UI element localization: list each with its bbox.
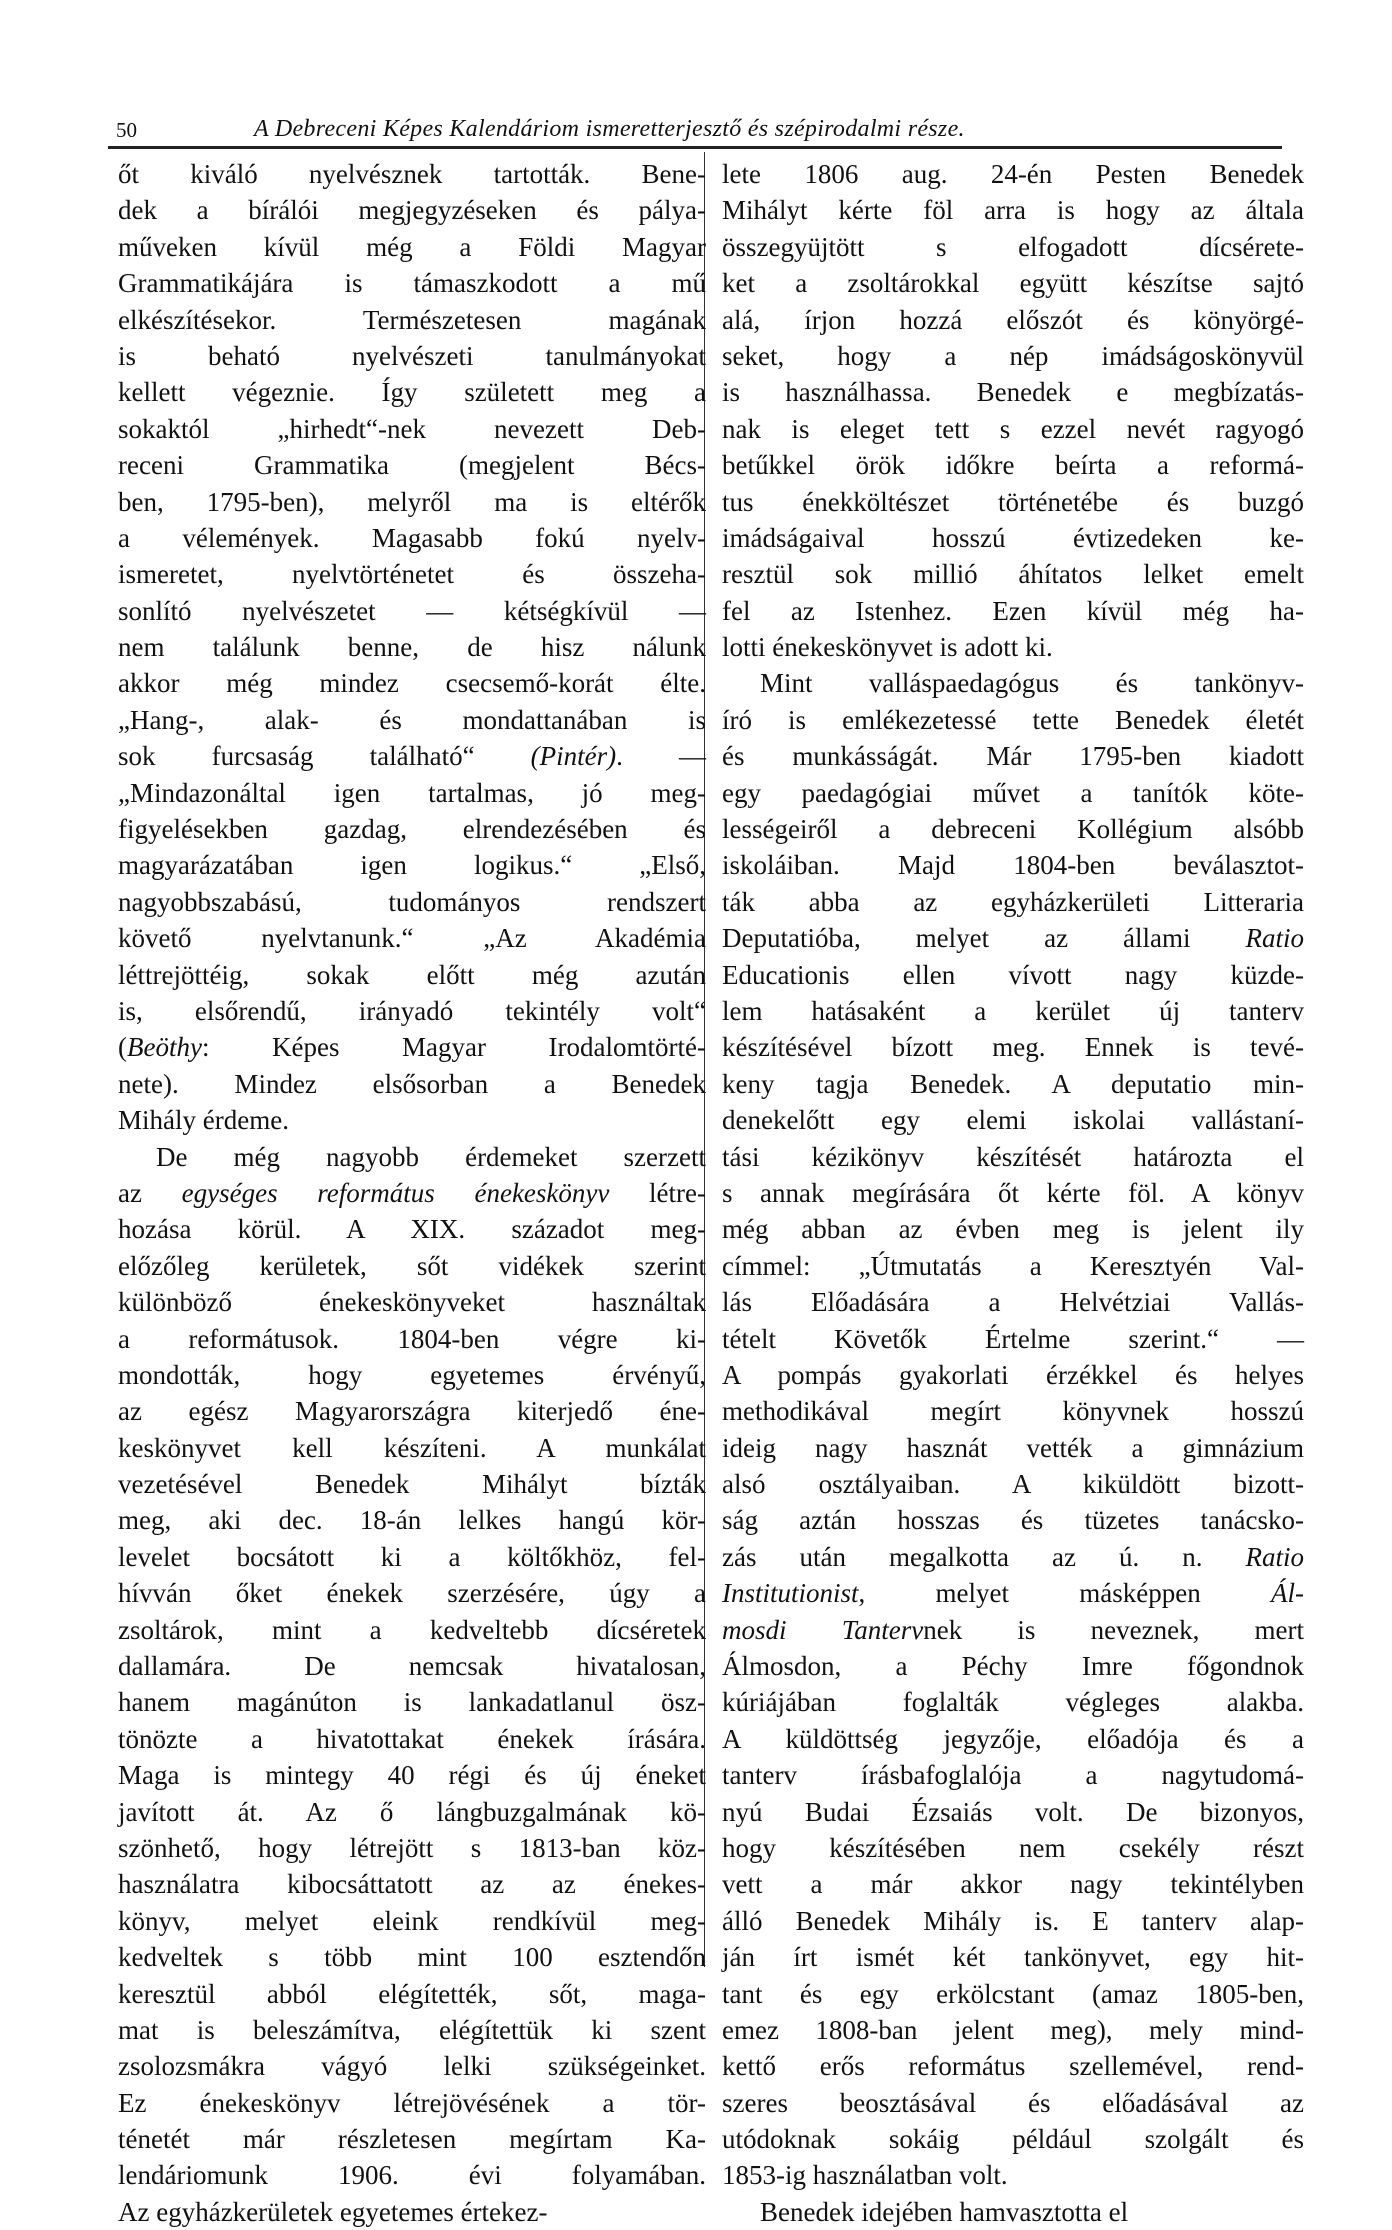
text-line: tanterv írásbafoglalója a nagytudomá-	[722, 1760, 1304, 1791]
text-line: ket a zsoltárokkal együtt készítse sajtó	[722, 268, 1304, 299]
text-line: nyú Budai Ézsaiás volt. De bizonyos,	[722, 1796, 1304, 1827]
text-line: hozása körül. A XIX. századot meg-	[118, 1214, 706, 1245]
text-line: hívván őket énekek szerzésére, úgy a	[118, 1578, 706, 1609]
text-line: lem hatásaként a kerület új tanterv	[722, 995, 1304, 1026]
text-line: is használhassa. Benedek e megbízatás-	[722, 377, 1304, 408]
text-line: előzőleg kerületek, sőt vidékek szerint	[118, 1250, 706, 1281]
text-line: kedveltek s több mint 100 esztendőn	[118, 1942, 706, 1973]
text-line: ideig nagy hasznát vették a gimnázium	[722, 1432, 1304, 1463]
text-line: nagyobbszabású, tudományos rendszert	[118, 886, 706, 917]
text-line: az egységes református énekeskönyv létre-	[118, 1177, 707, 1208]
text-line: elkészítésekor. Természetesen magának	[118, 304, 706, 335]
text-line: alá, írjon hozzá előszót és könyörgé-	[722, 304, 1304, 335]
text-line: Mihályt kérte föl arra is hogy az általa	[722, 195, 1304, 226]
text-line: még abban az évben meg is jelent ily	[722, 1214, 1304, 1245]
text-line: Mint valláspaedagógus és tankönyv-	[760, 668, 1304, 699]
text-line: tási kézikönyv készítését határozta el	[722, 1141, 1304, 1172]
text-line: lás Előadására a Helvétziai Vallás-	[722, 1287, 1304, 1318]
text-line: is beható nyelvészeti tanulmányokat	[118, 340, 706, 371]
text-line: emez 1808-ban jelent meg), mely mind-	[722, 2014, 1304, 2045]
text-line: tételt Követők Értelme szerint.“ —	[722, 1323, 1304, 1354]
text-line: javított át. Az ő lángbuzgalmának kö-	[118, 1796, 706, 1827]
text-line: nem találunk benne, de hisz nálunk	[118, 632, 706, 663]
text-line: Deputatióba, melyet az állami Ratio	[722, 923, 1304, 954]
text-line: ták abba az egyházkerületi Litteraria	[722, 886, 1304, 917]
text-line: keresztül abból elégítették, sőt, maga-	[118, 1978, 706, 2009]
text-line: Maga is mintegy 40 régi és új éneket	[118, 1760, 706, 1791]
text-line: lességeiről a debreceni Kollégium alsóbb	[722, 814, 1304, 845]
text-line: fel az Istenhez. Ezen kívül még ha-	[722, 595, 1304, 626]
text-line: könyv, melyet eleink rendkívül meg-	[118, 1905, 706, 1936]
text-line: lendáriomunk 1906. évi folyamában.	[118, 2160, 706, 2191]
text-line: a vélemények. Magasabb fokú nyelv-	[118, 522, 706, 553]
text-line: s annak megírására őt kérte föl. A könyv	[722, 1177, 1304, 1208]
text-line: sok furcsaság található“ (Pintér). —	[118, 741, 706, 772]
text-line: kettő erős református szellemével, rend-	[722, 2051, 1304, 2082]
text-line: szeres beosztásával és előadásával az	[722, 2087, 1304, 2118]
left-column	[118, 156, 706, 2230]
text-line: hanem magánúton is lankadatlanul ösz-	[118, 1687, 706, 1718]
text-line: összegyüjtött s elfogadott dícsérete-	[722, 231, 1304, 262]
text-line: Benedek idejében hamvasztotta el	[760, 2196, 1129, 2227]
text-line: vezetésével Benedek Mihályt bízták	[118, 1469, 706, 1500]
text-line: tant és egy erkölcstant (amaz 1805-ben,	[722, 1978, 1304, 2009]
text-line: egy paedagógiai művet a tanítók köte-	[722, 777, 1304, 808]
text-line: sonlító nyelvészetet — kétségkívül —	[118, 595, 706, 626]
text-line: különböző énekeskönyveket használtak	[118, 1287, 706, 1318]
text-line: dek a bírálói megjegyzéseken és pálya-	[118, 195, 706, 226]
text-line: nak is eleget tett s ezzel nevét ragyogó	[722, 413, 1304, 444]
text-line: magyarázatában igen logikus.“ „Első,	[118, 850, 706, 881]
text-line: Ez énekeskönyv létrejövésének a tör-	[118, 2087, 706, 2118]
text-line: A küldöttség jegyzője, előadója és a	[722, 1723, 1304, 1754]
text-line: író is emlékezetessé tette Benedek életét	[722, 704, 1304, 735]
text-line: és munkásságát. Már 1795-ben kiadott	[722, 741, 1304, 772]
text-line: resztül sok millió áhítatos lelket emelt	[722, 559, 1304, 590]
text-line: ismeretet, nyelvtörténetet és összeha-	[118, 559, 706, 590]
text-line: De még nagyobb érdemeket szerzett	[156, 1141, 706, 1172]
page-number: 50	[116, 118, 137, 142]
text-line: szönhető, hogy létrejött s 1813-ban köz-	[118, 1832, 706, 1863]
text-line: akkor még mindez csecsemő-korát élte.	[118, 668, 706, 699]
text-line: ján írt ismét két tankönyvet, egy hit-	[722, 1942, 1304, 1973]
text-line: követő nyelvtanunk.“ „Az Akadémia	[118, 923, 706, 954]
text-line: hogy készítésében nem csekély részt	[722, 1832, 1304, 1863]
text-line: sokaktól „hirhedt“-nek nevezett Deb-	[118, 413, 706, 444]
text-line: lete 1806 aug. 24-én Pesten Benedek	[722, 159, 1304, 189]
text-line: receni Grammatika (megjelent Bécs-	[118, 450, 706, 481]
text-line: Educationis ellen vívott nagy küzde-	[722, 959, 1304, 990]
text-line: levelet bocsátott ki a költőkhöz, fel-	[118, 1541, 706, 1572]
text-line: 1853-ig használatban volt.	[722, 2160, 1008, 2191]
text-line: zás után megalkotta az ú. n. Ratio	[722, 1541, 1304, 1572]
text-line: is, elsőrendű, irányadó tekintély volt“	[118, 995, 706, 1026]
text-line: denekelőtt egy elemi iskolai vallástaní-	[722, 1105, 1304, 1136]
text-line: keny tagja Benedek. A deputatio min-	[722, 1068, 1304, 1099]
text-line: alsó osztályaiban. A kiküldött bizott-	[722, 1469, 1304, 1500]
text-line: dallamára. De nemcsak hivatalosan,	[118, 1651, 706, 1682]
text-line: álló Benedek Mihály is. E tanterv alap-	[722, 1905, 1304, 1936]
text-line: tönözte a hivatottakat énekek írására.	[118, 1723, 706, 1754]
text-line: a reformátusok. 1804-ben végre ki-	[118, 1323, 706, 1354]
text-line: mondották, hogy egyetemes érvényű,	[118, 1359, 706, 1390]
text-line: Álmosdon, a Péchy Imre főgondnok	[722, 1651, 1304, 1682]
text-line: (Beöthy: Képes Magyar Irodalomtörté-	[118, 1032, 706, 1063]
text-line: methodikával megírt könyvnek hosszú	[722, 1396, 1304, 1427]
text-line: iskoláiban. Majd 1804-ben beválasztot-	[722, 850, 1304, 881]
text-line: Grammatikájára is támaszkodott a mű	[118, 268, 706, 299]
text-line: Mihály érdeme.	[118, 1105, 289, 1136]
text-line: zsoltárok, mint a kedveltebb dícséretek	[118, 1614, 706, 1645]
running-title: A Debreceni Képes Kalendáriom ismeretterjesztő és szépirodalmi része.	[254, 116, 965, 142]
text-line: zsolozsmákra vágyó lelki szükségeinket.	[118, 2051, 706, 2082]
text-line: címmel: „Útmutatás a Keresztyén Val-	[722, 1250, 1304, 1281]
text-line: imádságaival hosszú évtizedeken ke-	[722, 522, 1304, 553]
text-line: kellett végeznie. Így született meg a	[118, 377, 706, 408]
text-line: „Hang-, alak- és mondattanában is	[118, 704, 706, 735]
text-line: A pompás gyakorlati érzékkel és helyes	[722, 1359, 1304, 1390]
text-line: Az egyházkerületek egyetemes értekez-	[118, 2196, 548, 2227]
page-header	[108, 112, 1282, 149]
text-line: műveken kívül még a Földi Magyar	[118, 231, 706, 262]
text-line: lotti énekeskönyvet is adott ki.	[722, 632, 1053, 663]
text-line: „Mindazonáltal igen tartalmas, jó meg-	[118, 777, 706, 808]
text-line: keskönyvet kell készíteni. A munkálat	[118, 1432, 706, 1463]
text-line: tus énekköltészet történetébe és buzgó	[722, 486, 1304, 517]
text-line: az egész Magyarországra kiterjedő éne-	[118, 1396, 706, 1427]
text-line: használatra kibocsáttatott az az énekes-	[118, 1869, 706, 1900]
text-line: léttrejöttéig, sokak előtt még azután	[118, 959, 706, 990]
text-line: mosdi Tantervnek is neveznek, mert	[722, 1614, 1304, 1645]
text-line: nete). Mindez elsősorban a Benedek	[118, 1068, 706, 1099]
text-line: őt kiváló nyelvésznek tartották. Bene-	[118, 159, 706, 189]
right-column	[722, 156, 1304, 2230]
text-line: Institutionist, melyet másképpen Ál-	[722, 1578, 1304, 1609]
text-line: ben, 1795-ben), melyről ma is eltérők	[118, 486, 706, 517]
text-line: figyelésekben gazdag, elrendezésében és	[118, 814, 706, 845]
text-line: vett a már akkor nagy tekintélyben	[722, 1869, 1304, 1900]
text-line: mat is beleszámítva, elégítettük ki szent	[118, 2014, 706, 2045]
text-line: meg, aki dec. 18-án lelkes hangú kör-	[118, 1505, 706, 1536]
text-line: betűkkel örök időkre beírta a reformá-	[722, 450, 1304, 481]
text-line: seket, hogy a nép imádságoskönyvül	[722, 340, 1304, 371]
text-line: készítésével bízott meg. Ennek is tevé-	[722, 1032, 1304, 1063]
text-line: kúriájában foglalták végleges alakba.	[722, 1687, 1304, 1718]
text-line: ság aztán hosszas és tüzetes tanácsko-	[722, 1505, 1304, 1536]
text-line: ténetét már részletesen megírtam Ka-	[118, 2124, 706, 2155]
text-line: utódoknak sokáig például szolgált és	[722, 2124, 1304, 2155]
